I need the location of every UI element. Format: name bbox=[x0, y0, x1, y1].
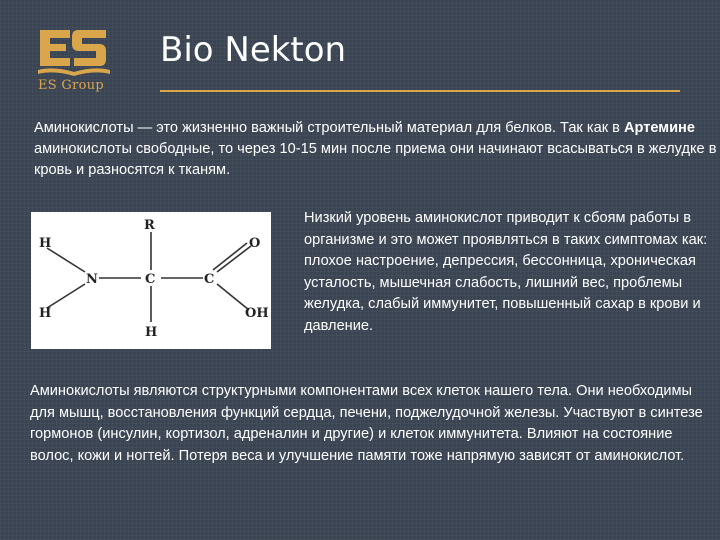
atom-c-alpha: C bbox=[145, 272, 156, 287]
intro-text-1: Аминокислоты — это жизненно важный строительный материал для белков. Так как в bbox=[34, 120, 624, 136]
intro-bold-term: Артемине bbox=[623, 120, 695, 136]
functions-paragraph: Аминокислоты являются структурными компонентами всех клеток нашего тела. Они необходимы для мышц, восстановления функций сердца, печени, поджелудочной железы. Участвуют в синтезе гормонов (инсулин, кортизол, адреналин и другие) и клеток иммунитета. Влияют на состояние волос, кожи и ногтей. Потеря веса и улучшение памяти тоже напрямую зависят от аминокислот. bbox=[30, 383, 703, 464]
amino-acid-structure-diagram bbox=[31, 212, 271, 349]
intro-text-2: аминокислоты свободные, то через 10-15 мин после приема они начинают всасываться в желудке в кровь и разносятся к тканям. bbox=[34, 141, 717, 178]
page-title: Bio Nekton bbox=[160, 30, 347, 70]
atom-h-alpha: H bbox=[145, 325, 158, 340]
atom-o: O bbox=[249, 236, 261, 251]
atom-h-top-left: H bbox=[39, 236, 52, 251]
atom-n: N bbox=[86, 272, 98, 287]
logo-text: ES Group bbox=[38, 78, 105, 93]
atom-oh: OH bbox=[245, 306, 269, 321]
atom-h-bottom-left: H bbox=[39, 306, 52, 321]
atom-c-carboxyl: C bbox=[204, 272, 215, 287]
title-underline bbox=[160, 90, 680, 92]
intro-paragraph bbox=[34, 118, 718, 181]
symptoms-paragraph: Низкий уровень аминокислот приводит к сбоям работы в организме и это может проявляться в таких симптомах как: плохое настроение, депрессия, бессонница, хроническая усталость, мышечная слабость, лишний вес, проблемы желудка, слабый иммунитет, повышенный сахар в крови и давление. bbox=[304, 210, 708, 334]
logo-mark-icon bbox=[34, 20, 114, 80]
atom-r: R bbox=[144, 218, 155, 233]
